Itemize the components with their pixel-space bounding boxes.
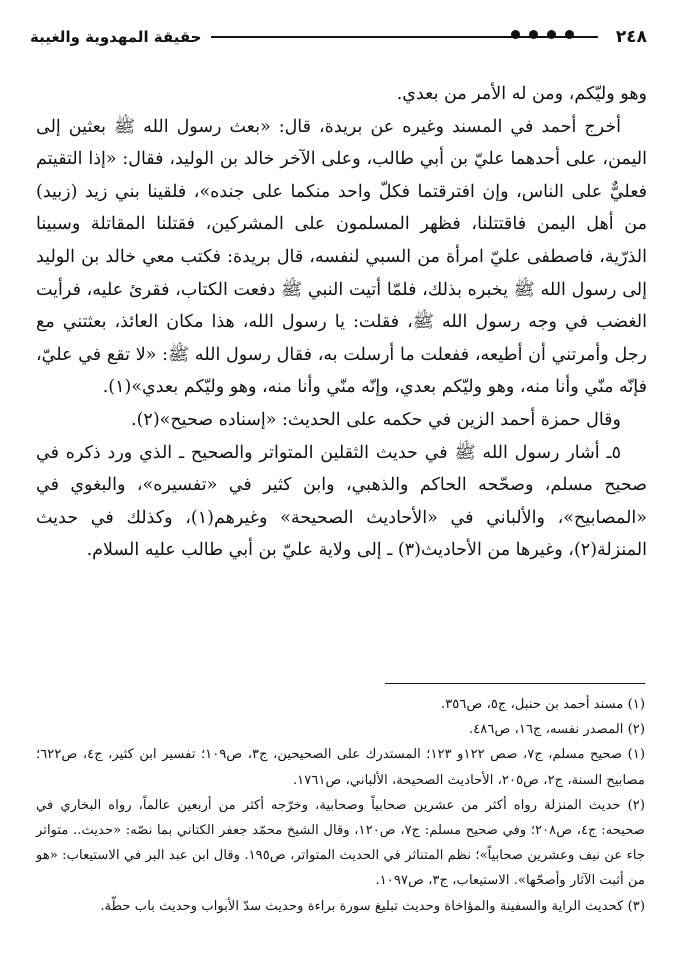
footnote: (١) صحيح مسلم، ج٧، صص ١٢٢و ١٢٣؛ المستدرك على الصحيحين، ج٣، ص١٠٩؛ تفسير ابن كثير، ج٤، ص٦٢٢؛ مصابيح السنة، ج٢، ص٢٠٥، الأحاديث الصحيحة، الألباني، ص١٧٦١. <box>36 747 645 788</box>
body-paragraph: وهو وليّكم، ومن له الأمر من بعدي. <box>396 84 647 104</box>
footnote: (٢) المصدر نفسه، ج١٦، ص٤٨٦. <box>469 722 645 738</box>
footnote: (٢) حديث المنزلة رواه أكثر من عشرين صحابياً وصحابية، وخرّجه أكثر من أربعين عالماً، رواه البخاري في صحيحه: ج٤، ص٢٠٨؛ وفي صحيح مسلم: ج٧، ص١٢٠، وقال الشيخ محمّد جعفر الكتاني بما نصّه: «حديث.. متواتر جاء عن نيف وعشرين صحابياً»؛ نظم المتناثر في الحديث المتواتر، ص١٩٥. وقال ابن عبد البر في الاستيعاب: «هو من أثبت الآثار وأصحّها». الاستيعاب، ج٣، ص١٠٩٧. <box>36 797 646 889</box>
header-ornament-rule <box>211 27 597 47</box>
page-number: ٢٤٨ <box>615 27 647 47</box>
body-paragraph: وقال حمزة أحمد الزين في حكمه على الحديث: «إسناده صحيح»(٢). <box>131 409 621 430</box>
footnote-separator <box>385 683 645 684</box>
footnotes <box>36 692 645 919</box>
body-paragraph: أخرج أحمد في المسند وغيره عن بريدة، قال: «بعث رسول الله ﷺ بعثين إلى اليمن، على أحدهما عليّ بن أبي طالب، وعلى الآخر خالد بن الوليد، فقال: «إذا التقيتم فعليٌّ على الناس، وإن افترقتما فكلّ واحد منكما على جنده»، فلقينا بني زيد (زبيد) من أهل اليمن فاقتتلنا، فظهر المسلمون على المشركين، فقتلنا المقاتلة وسبينا الذرّية، فاصطفى عليّ امرأة من السبي لنفسه، قال بريدة: فكتب معي خالد بن الوليد إلى رسول الله ﷺ يخبره بذلك، فلمّا أتيت النبي ﷺ دفعت الكتاب، فقرئ عليه، فرأيت الغضب في وجه رسول الله ﷺ، فقلت: يا رسول الله، هذا مكان العائذ، بعثتني مع رجل وأمرتني أن أطيعه، ففعلت ما أرسلت به، فقال رسول الله ﷺ: «لا تقع في عليّ، فإنّه منّي وأنا منه، وهو وليّكم بعدي، وإنّه منّي وأنا منه، وهو وليّكم بعدي»(١). <box>36 116 647 398</box>
main-text <box>36 78 647 567</box>
body-paragraph: ٥ـ أشار رسول الله ﷺ في حديث الثقلين المتواتر والصحيح ـ الذي ورد ذكره في صحيح مسلم، وصحّحه الحاكم والذهبي، وابن كثير في «تفسيره»، والبغوي في «المصابيح»، والألباني في «الأحاديث الصحيحة» وغيرهم(١)، وكذلك في حديث المنزلة(٢)، وغيرها من الأحاديث(٣) ـ إلى ولاية عليّ بن أبي طالب عليه السلام. <box>36 442 647 561</box>
running-header <box>30 22 647 52</box>
book-title: حقيقة المهدوية والغيبة <box>30 28 202 46</box>
footnote: (٣) كحديث الراية والسفينة والمؤاخاة وحديث تبليغ سورة براءة وحديث سدّ الأبواب وحديث باب حطّة. <box>100 898 645 914</box>
footnote: (١) مسند أحمد بن حنبل، ج٥، ص٣٥٦. <box>441 697 645 712</box>
